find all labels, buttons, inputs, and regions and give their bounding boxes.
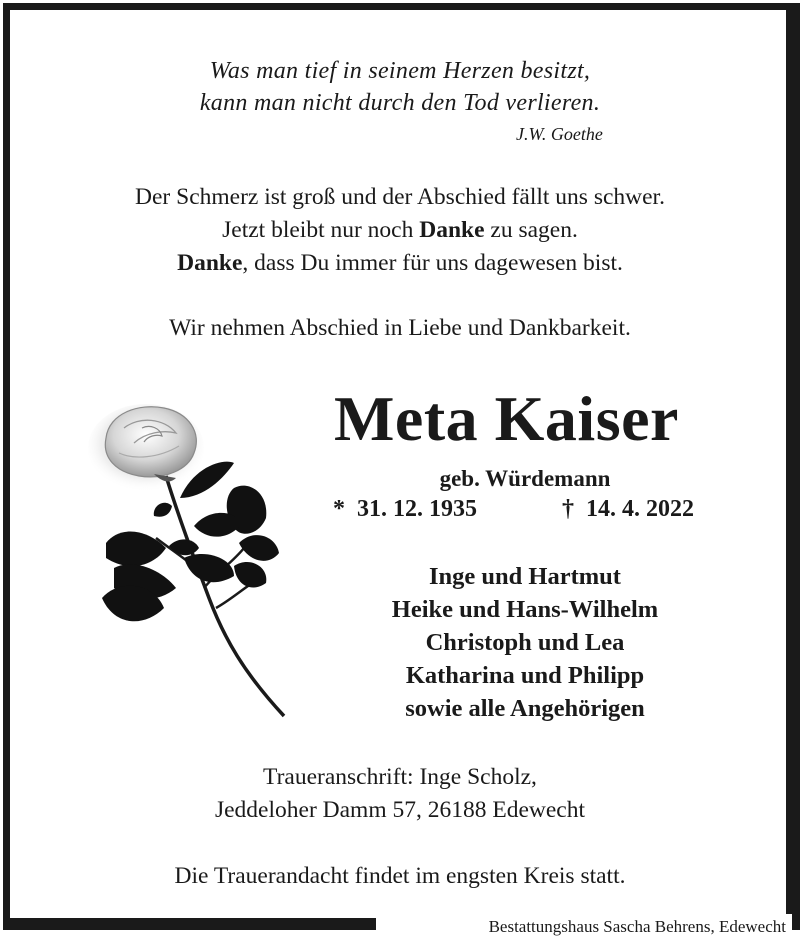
family-line: Katharina und Philipp	[405, 662, 645, 689]
message-line-1: Der Schmerz ist groß und der Abschied fällt uns schwer.	[135, 184, 665, 210]
birth-symbol: *	[333, 496, 345, 522]
quote-author: J.W. Goethe	[516, 124, 603, 144]
family-line: Inge und Hartmut	[429, 563, 621, 590]
family-line: Heike und Hans-Wilhelm	[391, 596, 659, 623]
quote-line-2: kann man nicht durch den Tod verlieren.	[199, 90, 601, 116]
farewell-line: Wir nehmen Abschied in Liebe und Dankbarkeit.	[169, 315, 631, 341]
funeral-home: Bestattungshaus Sascha Behrens, Edewecht	[488, 917, 786, 936]
emphasis-danke: Danke	[177, 250, 243, 276]
family-line: Christoph und Lea	[425, 629, 625, 656]
deceased-name: Meta Kaiser	[334, 383, 679, 454]
rose-icon	[84, 398, 294, 718]
service-note: Die Trauerandacht findet im engsten Kreis statt.	[174, 863, 626, 889]
family-line: sowie alle Angehörigen	[405, 695, 645, 722]
cross-icon: †	[562, 496, 574, 522]
birth-name: geb. Würdemann	[439, 466, 611, 491]
birth-date: * 31. 12. 1935	[333, 496, 477, 522]
message-line-3: Danke, dass Du immer für uns dagewesen bist.	[177, 250, 623, 276]
emphasis-danke: Danke	[419, 217, 485, 243]
death-date: † 14. 4. 2022	[562, 496, 694, 522]
message-line-2: Jetzt bleibt nur noch Danke zu sagen.	[222, 217, 578, 243]
address-line-1: Traueranschrift: Inge Scholz,	[263, 764, 537, 790]
address-line-2: Jeddeloher Damm 57, 26188 Edewecht	[214, 797, 586, 823]
quote-line-1: Was man tief in seinem Herzen besitzt,	[209, 58, 591, 84]
